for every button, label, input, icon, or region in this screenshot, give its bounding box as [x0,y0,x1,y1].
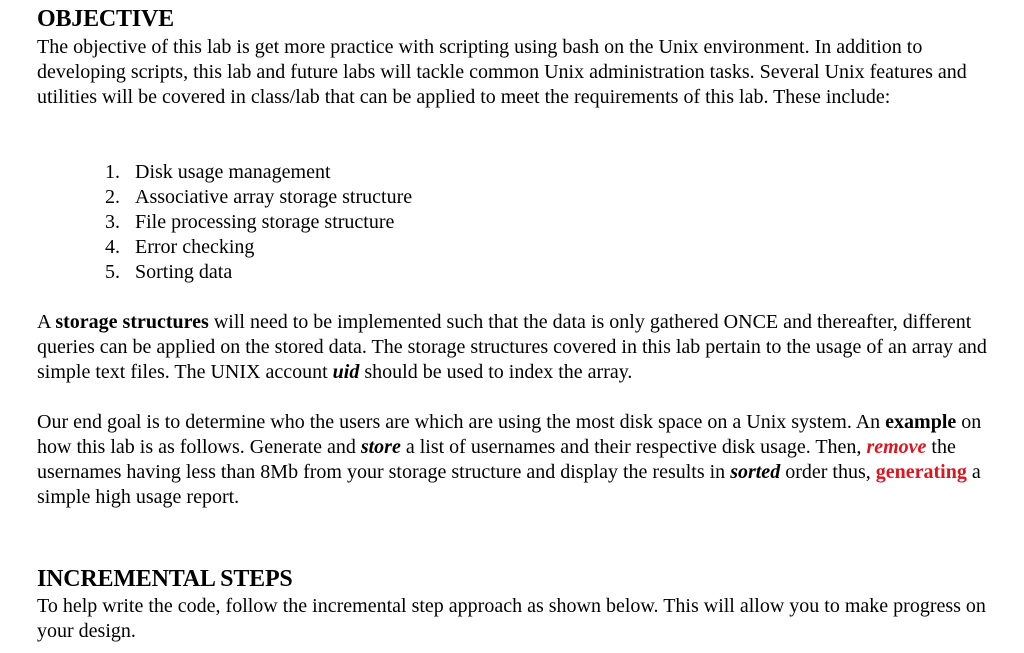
list-item-number: 5. [105,261,120,283]
bold-italic-term-store: store [360,436,401,458]
red-term-remove: remove [866,436,927,458]
list-item-text: Disk usage management [135,161,331,183]
bold-term-storage-structures: storage structures [55,311,209,333]
text-run: on how this lab is as follows. Generate and [37,411,982,458]
bold-italic-term-sorted: sorted [730,461,781,483]
list-item [105,210,412,235]
bold-term-example: example [885,411,957,433]
features-list [37,160,412,285]
objective-paragraph: The objective of this lab is get more practice with scripting using bash on the Unix environment. In addition to developing scripts, this lab and future labs will tackle common Unix administration tasks. Several Unix features and utilities will be covered in class/lab that can be applied to meet the requirements of this lab. These include: [37,36,967,108]
text-run: the usernames having less than 8Mb from your storage structure and display the results in [37,436,956,483]
list-item-text: Associative array storage structure [135,186,413,208]
text-run: a list of usernames and their respective disk usage. Then, [400,436,867,458]
text-run: should be used to index the array. [359,361,633,383]
text-run: A [37,311,56,333]
list-item-number: 4. [105,236,120,258]
incremental-steps-heading: INCREMENTAL STEPS [37,566,293,592]
list-item-text: Sorting data [135,261,233,283]
incremental-steps-paragraph: To help write the code, follow the incremental step approach as shown below. This will allow you to make progress on your design. [37,595,986,642]
list-item-number: 1. [105,161,120,183]
list-item [105,260,412,285]
text-run: order thus, [780,461,876,483]
bold-italic-term-uid: uid [332,361,360,383]
text-run: a simple high usage report. [37,461,981,508]
text-run: will need to be implemented such that the data is only gathered ONCE and thereafter, different queries can be applied on the stored data. The storage structures covered in this lab pertain to the usage of an array and simple text files. The UNIX account [37,311,987,383]
storage-paragraph [37,310,997,385]
list-item [105,185,412,210]
objective-heading: OBJECTIVE [37,6,174,32]
red-term-generating: generating [875,461,967,483]
list-item-number: 2. [105,186,120,208]
list-item [105,160,412,185]
list-item [105,235,412,260]
list-item-number: 3. [105,211,120,233]
text-run: Our end goal is to determine who the users are which are using the most disk space on a Unix system. An [37,411,886,433]
list-item-text: File processing storage structure [135,211,395,233]
goal-paragraph [37,410,987,510]
list-item-text: Error checking [135,236,255,258]
